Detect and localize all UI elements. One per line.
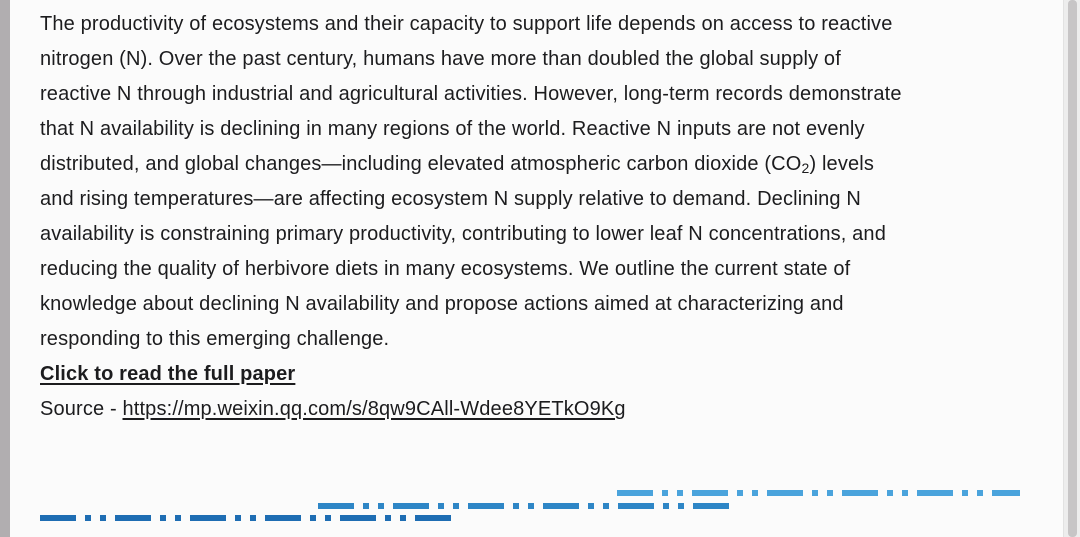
- co2-line-pre: distributed, and global changes—including elevated atmospheric carbon dioxide (CO: [40, 153, 802, 175]
- source-url-link[interactable]: https://mp.weixin.qq.com/s/8qw9CAll-Wdee8YETkO9Kg: [122, 398, 626, 420]
- read-full-paper-link[interactable]: Click to read the full paper: [40, 363, 296, 385]
- abstract-line: that N availability is declining in many regions of the world. Reactive N inputs are not evenly: [40, 118, 865, 140]
- scrollbar-track[interactable]: [1063, 0, 1080, 537]
- abstract-line: knowledge about declining N availability and propose actions aimed at characterizing and: [40, 293, 844, 315]
- abstract-line: availability is constraining primary productivity, contributing to lower leaf N concentrations, and: [40, 223, 886, 245]
- left-gutter: [0, 0, 10, 537]
- abstract-line: responding to this emerging challenge.: [40, 328, 390, 350]
- abstract-line: nitrogen (N). Over the past century, humans have more than doubled the global supply of: [40, 48, 841, 70]
- abstract-line: reactive N through industrial and agricultural activities. However, long-term records demonstrate: [40, 83, 902, 105]
- abstract-line: The productivity of ecosystems and their capacity to support life depends on access to reactive: [40, 13, 893, 35]
- co2-subscript: 2: [801, 160, 810, 176]
- divider-dashed-line-top: [617, 490, 1020, 496]
- divider-dashed-line-bottom: [40, 515, 455, 521]
- co2-line-post: ) levels: [809, 153, 874, 175]
- abstract-line: reducing the quality of herbivore diets in many ecosystems. We outline the current state of: [40, 258, 851, 280]
- abstract-line-co2: [40, 147, 1032, 182]
- source-label: Source -: [40, 398, 123, 420]
- article-abstract: [40, 7, 1032, 427]
- abstract-line: and rising temperatures—are affecting ecosystem N supply relative to demand. Declining N: [40, 188, 862, 210]
- divider-dashed-line-middle: [318, 503, 730, 509]
- scrollbar-thumb[interactable]: [1068, 0, 1077, 537]
- source-line: [40, 392, 1032, 427]
